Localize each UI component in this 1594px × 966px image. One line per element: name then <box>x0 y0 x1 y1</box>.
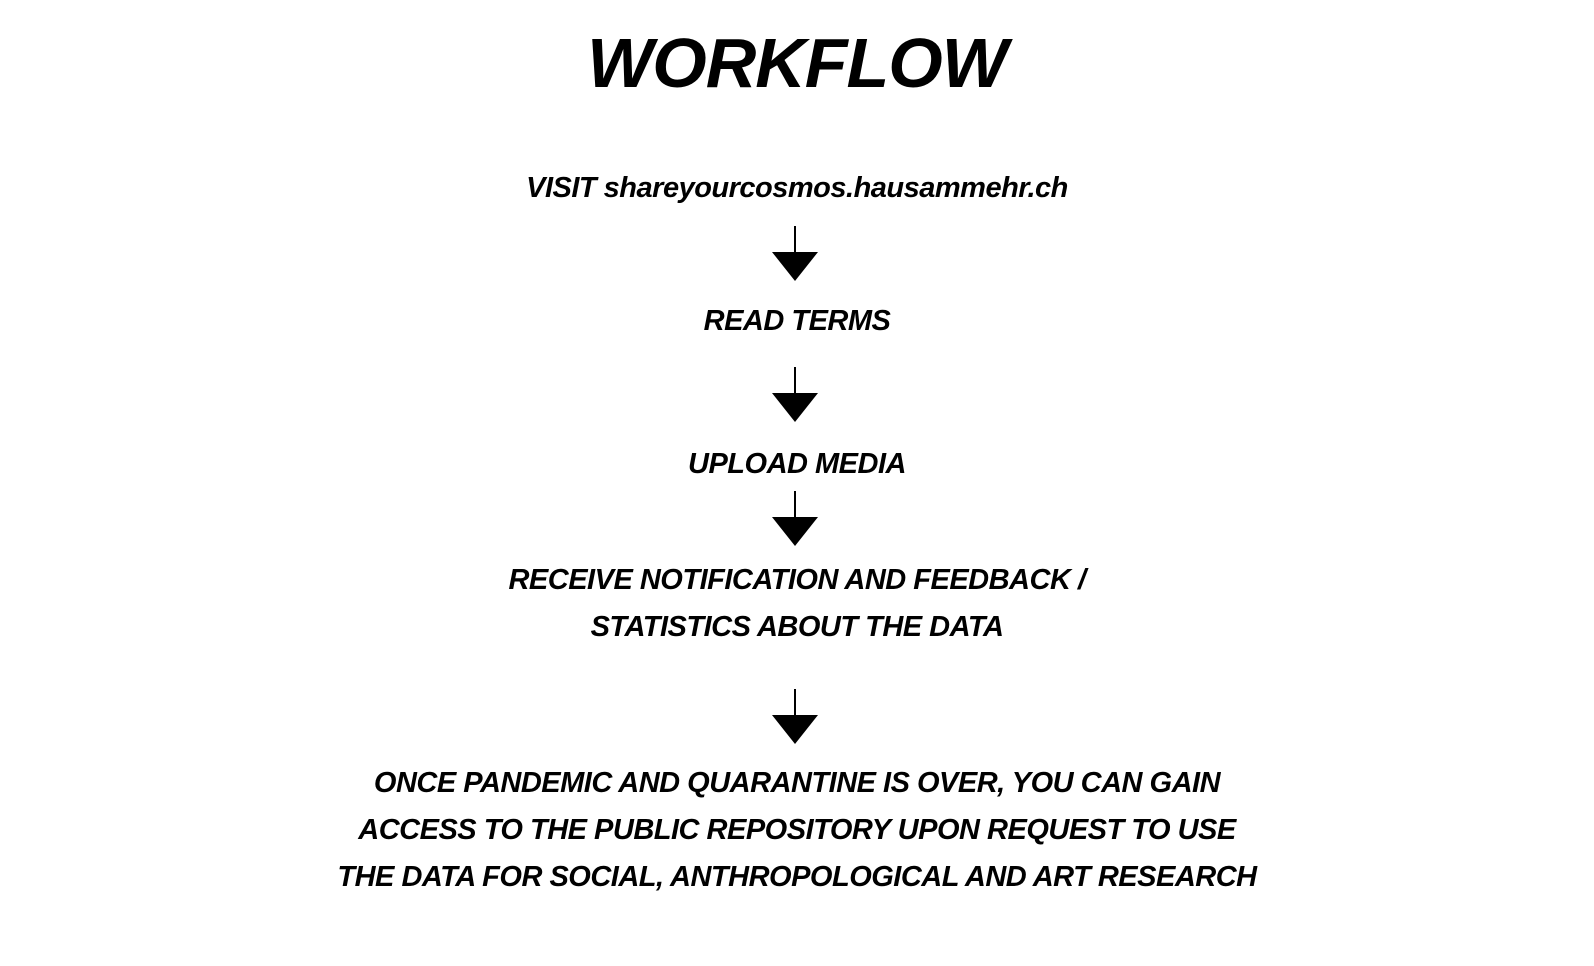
step-upload-media <box>0 441 1594 488</box>
step-line: VISIT shareyourcosmos.hausammehr.ch <box>526 172 1068 204</box>
step-line: READ TERMS <box>703 305 891 337</box>
step-line: ONCE PANDEMIC AND QUARANTINE IS OVER, YOU CAN GAIN <box>373 767 1221 799</box>
arrow-down-icon <box>772 226 818 282</box>
step-line: RECEIVE NOTIFICATION AND FEEDBACK / <box>508 564 1086 596</box>
step-line: THE DATA FOR SOCIAL, ANTHROPOLOGICAL AND ART RESEARCH <box>337 861 1257 893</box>
step-visit-site <box>0 165 1594 212</box>
step-repository-access <box>0 760 1594 901</box>
step-receive-notification <box>0 557 1594 651</box>
step-line: STATISTICS ABOUT THE DATA <box>590 611 1004 643</box>
arrow-down-icon <box>772 689 818 745</box>
step-read-terms <box>0 298 1594 345</box>
step-line: UPLOAD MEDIA <box>688 448 906 480</box>
arrow-down-icon <box>772 367 818 423</box>
diagram-title: WORKFLOW <box>587 24 1007 102</box>
arrow-down-icon <box>772 491 818 547</box>
step-line: ACCESS TO THE PUBLIC REPOSITORY UPON REQUEST TO USE <box>358 814 1236 846</box>
